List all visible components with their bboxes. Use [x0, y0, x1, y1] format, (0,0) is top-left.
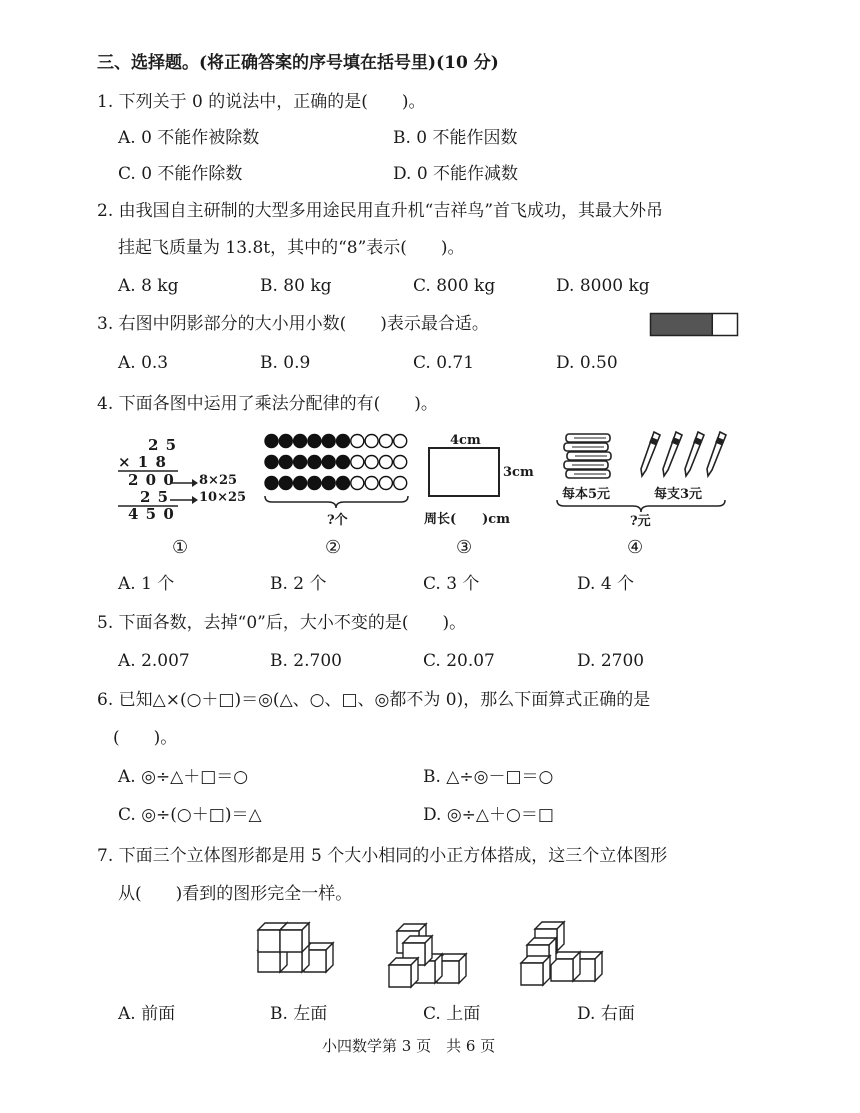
q3-option-c[interactable]: C. 0.71	[413, 353, 475, 373]
empty-dot	[379, 456, 392, 469]
q4-fig2-number: ②	[325, 537, 342, 558]
q4-fig4-books-icon	[560, 432, 618, 480]
filled-dot	[322, 435, 335, 448]
filled-dot	[322, 456, 335, 469]
q4-fig4-pens-label: 每支3元	[654, 487, 703, 502]
q3-stem: 3. 右图中阴影部分的大小用小数( )表示最合适。	[97, 314, 489, 334]
q4-fig3-rectangle	[428, 447, 500, 497]
q4-fig4-total-label: ?元	[630, 514, 651, 529]
small-cube	[521, 956, 550, 985]
q4-fig4-number: ④	[627, 537, 644, 558]
q4-fig3-top-label: 4cm	[450, 433, 481, 448]
empty-dot	[351, 456, 364, 469]
empty-dot	[365, 456, 378, 469]
q4-stem: 4. 下面各图中运用了乘法分配律的有( )。	[97, 394, 438, 414]
q3-option-b[interactable]: B. 0.9	[260, 353, 311, 373]
q6-option-a[interactable]: A. ◎÷△＋□＝○	[118, 767, 249, 787]
q4-fig4-pens-icon	[634, 430, 728, 482]
small-cube	[389, 958, 418, 987]
empty-dot	[379, 435, 392, 448]
q2-stem-line2: 挂起飞质量为 13.8t，其中的“8”表示( )。	[118, 238, 465, 258]
q4-option-c[interactable]: C. 3 个	[423, 574, 480, 594]
q4-option-d[interactable]: D. 4 个	[577, 574, 635, 594]
q7-solid-figure-2	[385, 915, 475, 985]
q4-option-b[interactable]: B. 2 个	[270, 574, 327, 594]
filled-dot	[265, 456, 278, 469]
q1-stem: 1. 下列关于 0 的说法中，正确的是( )。	[97, 92, 426, 112]
empty-dot	[394, 477, 407, 490]
empty-dot	[394, 435, 407, 448]
q7-option-b[interactable]: B. 左面	[270, 1004, 328, 1024]
q7-option-a[interactable]: A. 前面	[118, 1004, 176, 1024]
filled-dot	[322, 477, 335, 490]
q6-option-b[interactable]: B. △÷◎－□＝○	[423, 767, 554, 787]
empty-dot	[351, 435, 364, 448]
q5-option-d[interactable]: D. 2700	[577, 651, 645, 671]
filled-dot	[337, 477, 350, 490]
q2-option-c[interactable]: C. 800 kg	[413, 276, 496, 296]
q4-fig4-books-label: 每本5元	[562, 487, 611, 502]
q5-option-b[interactable]: B. 2.700	[270, 651, 342, 671]
q1-option-b[interactable]: B. 0 不能作因数	[393, 128, 518, 148]
q4-fig3-side-label: 3cm	[503, 465, 534, 480]
q6-option-c[interactable]: C. ◎÷(○＋□)＝△	[118, 805, 262, 825]
filled-dot	[308, 435, 321, 448]
filled-dot	[265, 435, 278, 448]
q7-solid-figure-3	[515, 915, 605, 985]
q4-fig3-perimeter: 周长( )cm	[424, 512, 510, 527]
q7-stem-line1: 7. 下面三个立体图形都是用 5 个大小相同的小正方体搭成，这三个立体图形	[97, 846, 668, 866]
empty-dot	[351, 477, 364, 490]
q6-stem-line1: 6. 已知△×(○＋□)＝◎(△、○、□、◎都不为 0)，那么下面算式正确的是	[97, 690, 651, 710]
q4-option-a[interactable]: A. 1 个	[118, 574, 175, 594]
q4-fig1-arrow1	[170, 479, 198, 487]
q2-option-d[interactable]: D. 8000 kg	[556, 276, 650, 296]
empty-dot	[379, 477, 392, 490]
q3-bar-shaded	[651, 314, 713, 336]
filled-dot	[337, 435, 350, 448]
q5-option-a[interactable]: A. 2.007	[118, 651, 190, 671]
filled-dot	[265, 477, 278, 490]
q4-fig1-note2: 10×25	[199, 490, 247, 505]
q7-option-d[interactable]: D. 右面	[577, 1004, 635, 1024]
filled-dot	[294, 435, 307, 448]
empty-dot	[365, 477, 378, 490]
filled-dot	[308, 477, 321, 490]
q1-option-d[interactable]: D. 0 不能作减数	[393, 164, 519, 184]
q4-fig1-row2: × 1 8	[118, 453, 167, 471]
q5-stem: 5. 下面各数，去掉“0”后，大小不变的是( )。	[97, 613, 467, 633]
q3-option-a[interactable]: A. 0.3	[118, 353, 169, 373]
q7-option-c[interactable]: C. 上面	[423, 1004, 481, 1024]
q4-fig1-row1: 2 5	[148, 436, 178, 454]
q3-option-d[interactable]: D. 0.50	[556, 353, 618, 373]
filled-dot	[279, 456, 292, 469]
q2-option-a[interactable]: A. 8 kg	[118, 276, 179, 296]
q3-shaded-bar	[650, 313, 738, 337]
q4-fig2-brace	[264, 495, 409, 509]
filled-dot	[337, 456, 350, 469]
filled-dot	[279, 477, 292, 490]
q4-fig1-row5: 4 5 0	[128, 505, 175, 523]
q4-fig2-dot-array	[264, 432, 409, 496]
filled-dot	[294, 477, 307, 490]
q5-option-c[interactable]: C. 20.07	[423, 651, 495, 671]
small-cube	[280, 923, 309, 952]
q4-fig1-note1: 8×25	[199, 473, 238, 488]
page-footer: 小四数学第 3 页 共 6 页	[322, 1037, 496, 1055]
filled-dot	[294, 456, 307, 469]
q4-fig3-number: ③	[456, 537, 473, 558]
q2-option-b[interactable]: B. 80 kg	[260, 276, 332, 296]
q6-option-d[interactable]: D. ◎÷△＋○＝□	[423, 805, 554, 825]
q1-option-c[interactable]: C. 0 不能作除数	[118, 164, 243, 184]
q1-option-a[interactable]: A. 0 不能作被除数	[118, 128, 260, 148]
q7-solid-figure-1	[250, 920, 340, 980]
q4-fig2-label: ?个	[327, 513, 348, 528]
q4-fig1-number: ①	[172, 537, 189, 558]
q4-fig1-row3: 2 0 0	[128, 471, 175, 489]
q7-stem-line2: 从( )看到的图形完全一样。	[118, 884, 353, 904]
q6-stem-line2: ( )。	[113, 728, 178, 748]
q4-fig1-row4: 2 5	[140, 488, 170, 506]
filled-dot	[279, 435, 292, 448]
filled-dot	[308, 456, 321, 469]
q2-stem-line1: 2. 由我国自主研制的大型多用途民用直升机“吉祥鸟”首飞成功，其最大外吊	[97, 201, 664, 221]
empty-dot	[394, 456, 407, 469]
empty-dot	[365, 435, 378, 448]
section-title: 三、选择题。(将正确答案的序号填在括号里)(10 分)	[97, 53, 499, 73]
